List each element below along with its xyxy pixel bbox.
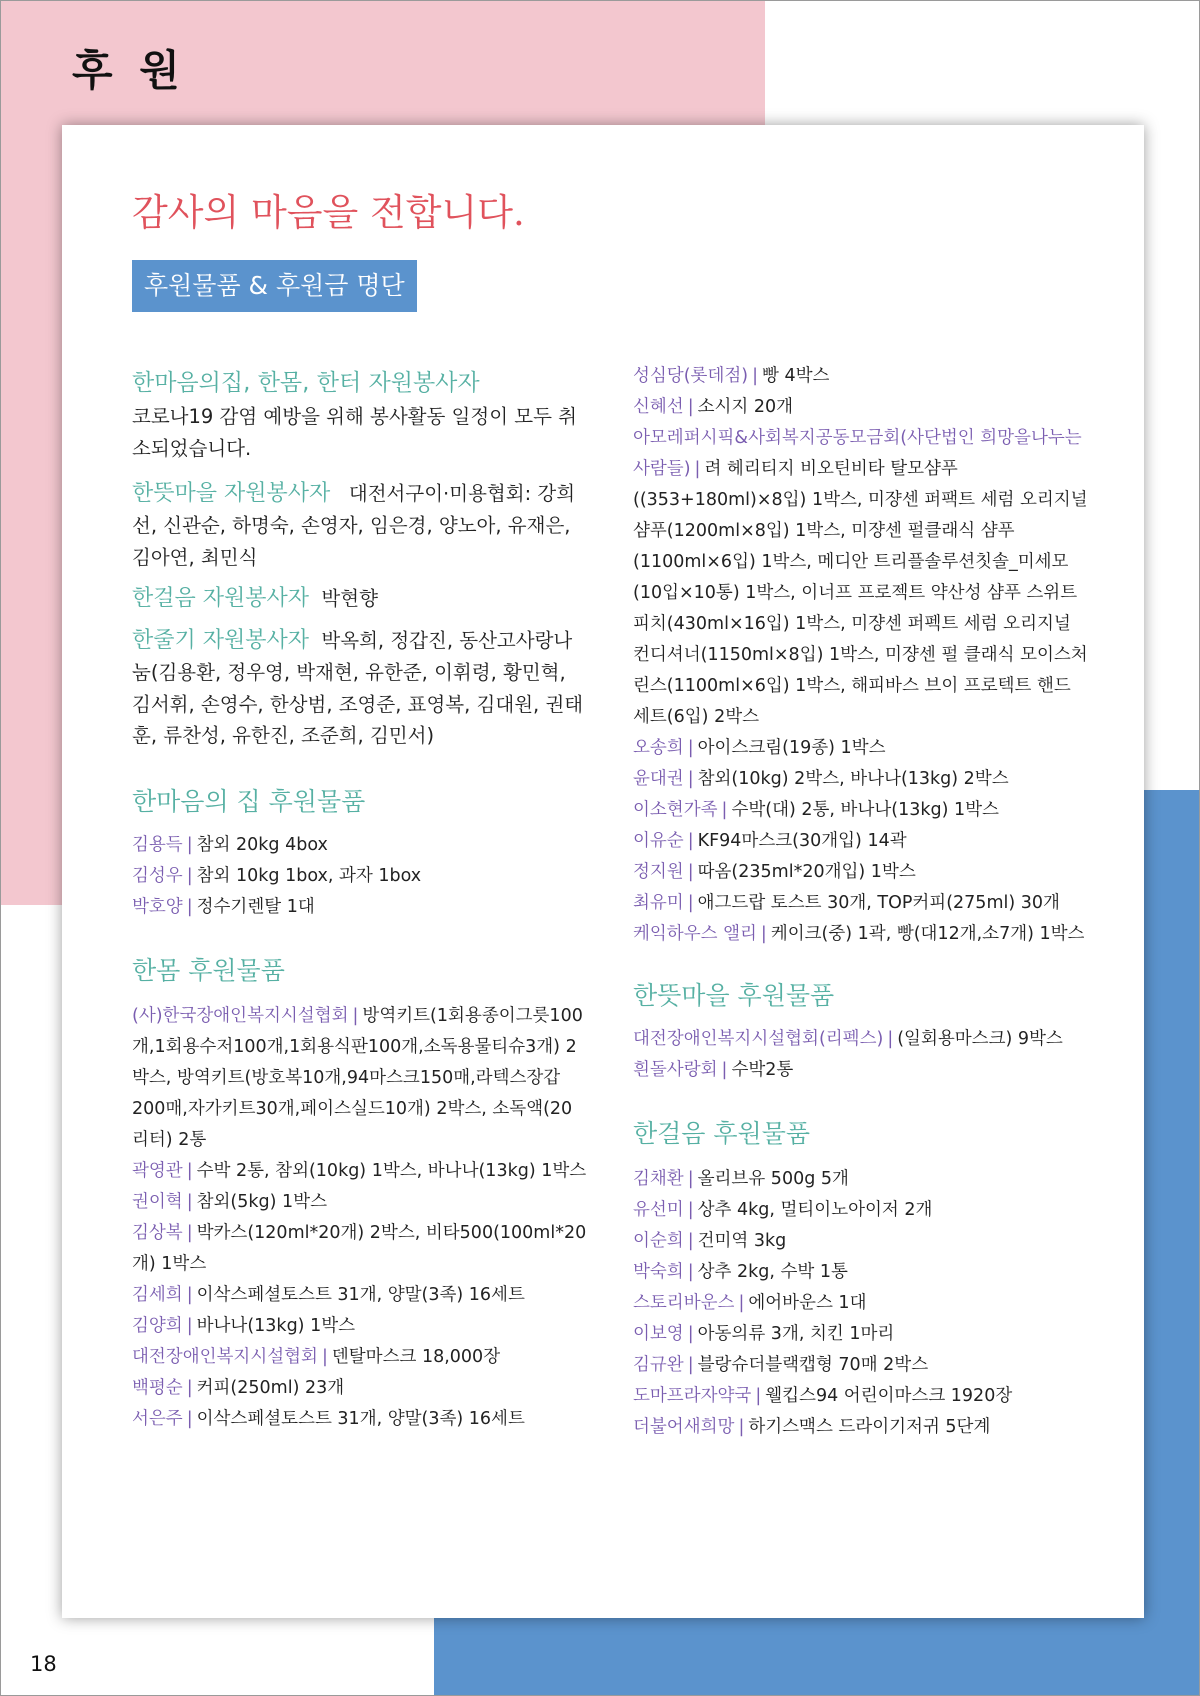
donor-row: 김규완 | 블랑슈더블랙캡형 70매 2박스 [633,1355,929,1375]
content-card [62,125,1144,1618]
category-title-hanmom: 한몸 후원물품 [132,955,285,985]
donor-items: 상추 4kg, 멀티이노아이저 2개 [697,1200,933,1220]
volunteer-block-2 [132,478,588,573]
donor-row: 대전장애인복지시설협회 | 덴탈마스크 18,000장 [132,1346,501,1367]
right-column [633,361,1089,1443]
donor-name: 김양희 [132,1315,183,1336]
donor-items: 건미역 3kg [697,1231,787,1251]
volunteer-title-4: 한줄기 자원봉사자 [132,628,310,653]
volunteer-title-3: 한걸음 자원봉사자 [132,586,310,611]
donor-list-hanmaeum [132,830,588,923]
donor-row: 흰돌사랑회 | 수박2통 [633,1060,794,1080]
donor-row: 신혜선 | 소시지 20개 [633,397,794,417]
donor-name: 대전장애인복지시설협회(리펙스) [633,1029,884,1049]
donor-row: 김용득 | 참외 20kg 4box [132,834,328,855]
donor-items: 박카스(120ml*20개) 2박스, 비타500(100ml*20개) 1박스 [132,1222,587,1274]
donor-list-top [633,361,1089,950]
page-number: 18 [30,1652,57,1676]
donor-name: 이유순 [633,831,684,851]
donor-items: 정수기렌탈 1대 [196,896,315,917]
left-column [132,357,588,1435]
donor-name: 김성우 [132,865,183,886]
donor-items: 이삭스페셜토스트 31개, 양말(3족) 16세트 [196,1284,525,1305]
headline: 감사의 마음을 전합니다. [132,191,525,234]
donor-items: 케이크(중) 1곽, 빵(대12개,소7개) 1박스 [770,924,1085,944]
donor-name: 유선미 [633,1200,684,1220]
donor-items: 블랑슈더블랙캡형 70매 2박스 [697,1355,929,1375]
volunteer-body-2: 대전서구이·미용협회: 강희선, 신관순, 하명숙, 손영자, 임은경, 양노아, 유재은, 김아연, 최민식 [132,482,576,569]
donor-name: 김세희 [132,1284,183,1305]
donor-name: 더불어새희망 [633,1417,735,1437]
donor-name: 성심당(롯데점) [633,366,749,386]
donor-row: 서은주 | 이삭스페셜토스트 31개, 양말(3족) 16세트 [132,1408,525,1429]
donor-items: 웰킵스94 어린이마스크 1920장 [765,1386,1013,1406]
donor-name: 신혜선 [633,397,684,417]
donor-name: 김규완 [633,1355,684,1375]
donor-items: 애그드랍 토스트 30개, TOP커피(275ml) 30개 [697,893,1060,913]
donor-items: 참외 10kg 1box, 과자 1box [196,865,422,886]
donor-row: 윤대권 | 참외(10kg) 2박스, 바나나(13kg) 2박스 [633,769,1009,789]
donor-name: 권이혁 [132,1191,183,1212]
list-tag: 후원물품 & 후원금 명단 [132,260,417,312]
donor-name: 최유미 [633,893,684,913]
donor-row: 아모레퍼시픽&사회복지공동모금회(사단법인 희망을나누는사람들) | 려 헤리티지 비오틴비타 탈모샴푸((353+180ml)×8입) 1박스, 미쟝센 퍼팩트 세럼 오리지널 샴푸(1200ml×8입) 1박스, 미쟝센 펄클래식 샴푸(1100ml×6입) 1박스, 메디안 트리플솔루션칫솔_미세모(10입×10통) 1박스, 이너프 프로젝트 약산성 샴푸 스위트 피치(430ml×16입) 1박스, 미쟝센 퍼펙트 세럼 오리지널 컨디셔너(1150ml×8입) 1박스, 미쟝센 펄 클래식 모이스처 린스(1100ml×6입) 1박스, 해피바스 브이 프로텍트 핸드 세트(6입) 2박스 [633,428,1088,727]
donor-name: (사)한국장애인복지시설협회 [132,1005,349,1026]
donor-name: 오송희 [633,738,684,758]
donor-row: 이보영 | 아동의류 3개, 치킨 1마리 [633,1324,895,1344]
donor-items: 에어바운스 1대 [748,1293,867,1313]
donor-row: 더불어새희망 | 하기스맥스 드라이기저귀 5단계 [633,1417,991,1437]
donor-name: 박숙희 [633,1262,684,1282]
donor-items: 아이스크림(19종) 1박스 [697,738,886,758]
donor-items: 참외(5kg) 1박스 [196,1191,327,1212]
donor-row: 유선미 | 상추 4kg, 멀티이노아이저 2개 [633,1200,933,1220]
donor-items: 려 헤리티지 비오틴비타 탈모샴푸((353+180ml)×8입) 1박스, 미쟝센 퍼팩트 세럼 오리지널 샴푸(1200ml×8입) 1박스, 미쟝센 펄클래식 샴푸(1100ml×6입) 1박스, 메디안 트리플솔루션칫솔_미세모(10입×10통) 1박스, 이너프 프로젝트 약산성 샴푸 스위트 피치(430ml×16입) 1박스, 미쟝센 퍼펙트 세럼 오리지널 컨디셔너(1150ml×8입) 1박스, 미쟝센 펄 클래식 모이스처 린스(1100ml×6입) 1박스, 해피바스 브이 프로텍트 핸드 세트(6입) 2박스 [633,459,1088,727]
donor-items: 빵 4박스 [762,366,830,386]
donor-row: 김상복 | 박카스(120ml*20개) 2박스, 비타500(100ml*20개) 1박스 [132,1222,587,1274]
donor-items: 상추 2kg, 수박 1통 [697,1262,848,1282]
volunteer-title-2: 한뜻마을 자원봉사자 [132,481,331,506]
donor-list-hantteut [633,1024,1089,1086]
donor-items: (일회용마스크) 9박스 [897,1029,1063,1049]
donor-row: 성심당(롯데점) | 빵 4박스 [633,366,830,386]
donor-name: 스토리바운스 [633,1293,735,1313]
volunteer-body-4: 박옥희, 정갑진, 동산고사랑나눔(김용환, 정우영, 박재현, 유한준, 이휘령, 황민혁, 김서휘, 손영수, 한상범, 조영준, 표영복, 김대원, 권태훈, 류찬성, 유한진, 조준희, 김민서) [132,629,584,747]
volunteer-body-3: 박현향 [321,587,378,610]
donor-row: 케익하우스 앨리 | 케이크(중) 1곽, 빵(대12개,소7개) 1박스 [633,924,1085,944]
donor-row: 김양희 | 바나나(13kg) 1박스 [132,1315,356,1336]
donor-items: 수박 2통, 참외(10kg) 1박스, 바나나(13kg) 1박스 [196,1160,587,1181]
donor-row: (사)한국장애인복지시설협회 | 방역키트(1회용종이그릇100개,1회용수저100개,1회용식판100개,소독용물티슈3개) 2박스, 방역키트(방호복10개,94마스크150매,라텍스장갑200매,자가키트30개,페이스실드10개) 2박스, 소독액(20리터) 2통 [132,1005,583,1150]
donor-items: 하기스맥스 드라이기저귀 5단계 [748,1417,991,1437]
donor-row: 정지원 | 따옴(235ml*20개입) 1박스 [633,862,916,882]
donor-row: 대전장애인복지시설협회(리펙스) | (일회용마스크) 9박스 [633,1029,1063,1049]
donor-items: 참외(10kg) 2박스, 바나나(13kg) 2박스 [697,769,1009,789]
donor-list-hangeoreum [633,1164,1089,1443]
donor-items: KF94마스크(30개입) 14곽 [697,831,907,851]
donor-row: 곽영관 | 수박 2통, 참외(10kg) 1박스, 바나나(13kg) 1박스 [132,1160,587,1181]
donor-row: 오송희 | 아이스크림(19종) 1박스 [633,738,886,758]
volunteer-block-3 [132,583,588,615]
donor-items: 바나나(13kg) 1박스 [196,1315,356,1336]
volunteer-title-1: 한마음의집, 한몸, 한터 자원봉사자 [132,370,480,396]
donor-name: 대전장애인복지시설협회 [132,1346,318,1367]
donor-row: 이순희 | 건미역 3kg [633,1231,787,1251]
donor-row: 스토리바운스 | 에어바운스 1대 [633,1293,867,1313]
donor-name: 곽영관 [132,1160,183,1181]
donor-items: 커피(250ml) 23개 [196,1377,345,1398]
donor-row: 백평순 | 커피(250ml) 23개 [132,1377,345,1398]
donor-items: 참외 20kg 4box [196,834,328,855]
donor-name: 윤대권 [633,769,684,789]
donor-name: 이순희 [633,1231,684,1251]
donor-items: 이삭스페셜토스트 31개, 양말(3족) 16세트 [196,1408,525,1429]
donor-row: 이유순 | KF94마스크(30개입) 14곽 [633,831,907,851]
donor-name: 케익하우스 앨리 [633,924,757,944]
volunteer-block-4 [132,625,588,752]
donor-name: 이보영 [633,1324,684,1344]
donor-items: 따옴(235ml*20개입) 1박스 [697,862,916,882]
donor-row: 권이혁 | 참외(5kg) 1박스 [132,1191,327,1212]
donor-row: 도마프라자약국 | 웰킵스94 어린이마스크 1920장 [633,1386,1013,1406]
donor-name: 이소현가족 [633,800,718,820]
category-title-hantteut: 한뜻마을 후원물품 [633,981,835,1010]
donor-items: 수박(대) 2통, 바나나(13kg) 1박스 [731,800,999,820]
donor-row: 박호양 | 정수기렌탈 1대 [132,896,315,917]
donor-items: 수박2통 [731,1060,794,1080]
donor-name: 박호양 [132,896,183,917]
donor-name: 백평순 [132,1377,183,1398]
donor-row: 김성우 | 참외 10kg 1box, 과자 1box [132,865,422,886]
donor-row: 이소현가족 | 수박(대) 2통, 바나나(13kg) 1박스 [633,800,999,820]
donor-items: 방역키트(1회용종이그릇100개,1회용수저100개,1회용식판100개,소독용물티슈3개) 2박스, 방역키트(방호복10개,94마스크150매,라텍스장갑200매,자가키트30개,페이스실드10개) 2박스, 소독액(20리터) 2통 [132,1005,583,1150]
donor-name: 아모레퍼시픽&사회복지공동모금회(사단법인 희망을나누는사람들) [633,428,1082,479]
category-title-hangeoreum: 한걸음 후원물품 [633,1119,810,1148]
donor-name: 김채환 [633,1169,684,1189]
donor-list-hanmom [132,1001,588,1435]
donor-name: 김상복 [132,1222,183,1243]
donor-items: 아동의류 3개, 치킨 1마리 [697,1324,895,1344]
donor-name: 도마프라자약국 [633,1386,752,1406]
donor-name: 서은주 [132,1408,183,1429]
donor-row: 김세희 | 이삭스페셜토스트 31개, 양말(3족) 16세트 [132,1284,525,1305]
category-title-hanmaeum: 한마음의 집 후원물품 [132,786,366,816]
section-title: 후 원 [72,46,186,95]
donor-name: 흰돌사랑회 [633,1060,718,1080]
donor-name: 김용득 [132,834,183,855]
donor-name: 정지원 [633,862,684,882]
donor-items: 덴탈마스크 18,000장 [331,1346,501,1367]
volunteer-body-1: 코로나19 감염 예방을 위해 봉사활동 일정이 모두 취소되었습니다. [132,405,577,460]
donor-row: 최유미 | 애그드랍 토스트 30개, TOP커피(275ml) 30개 [633,893,1060,913]
donor-row: 김채환 | 올리브유 500g 5개 [633,1169,849,1189]
donor-items: 소시지 20개 [697,397,794,417]
donor-items: 올리브유 500g 5개 [697,1169,849,1189]
donor-row: 박숙희 | 상추 2kg, 수박 1통 [633,1262,848,1282]
